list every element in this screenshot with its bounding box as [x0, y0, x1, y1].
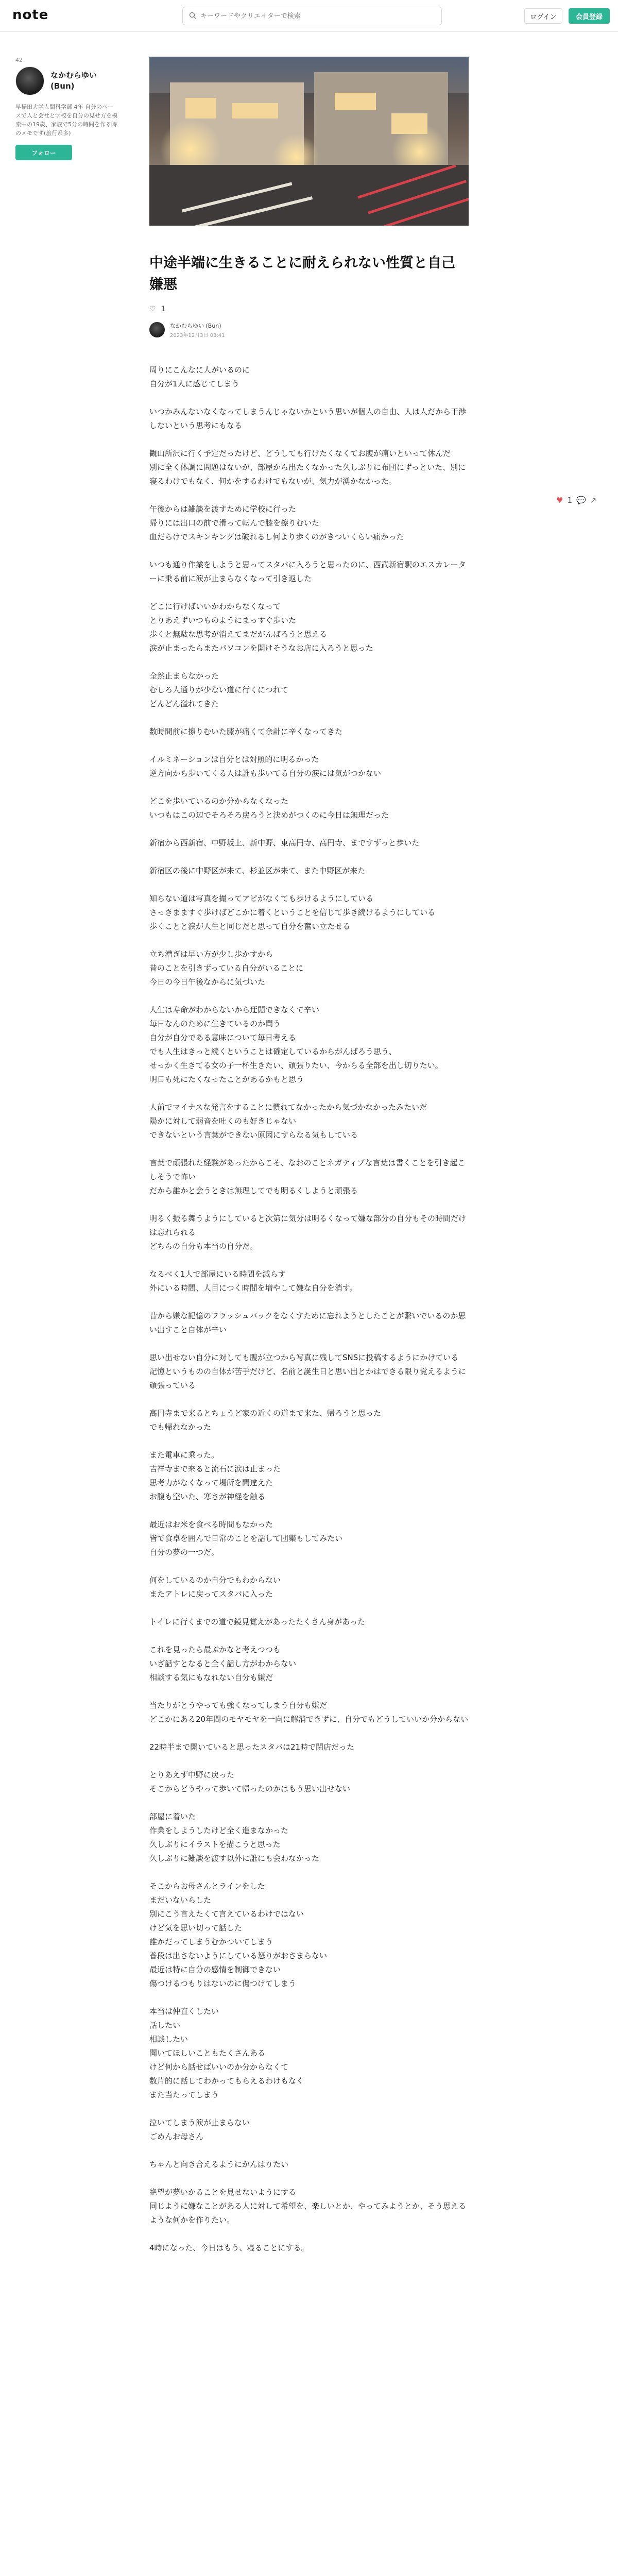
- profile-bio: 早稲田大学人間科学部 4年 自分のペースで人と会社と学校を自分の見せ方を模索中の19歳、家族で5分の時間を作る時のメモです(旅行系多): [15, 104, 117, 137]
- paragraph: いつも通り作業をしようと思ってスタバに入ろうと思ったのに、西武新宿駅のエスカレーターに乗る前に涙が止まらなくなって引き返した: [149, 560, 466, 583]
- paragraph: 言葉で頑張れた経験があったからこそ、なおのことネガティブな言葉は書くことを引き起こしそうで怖い だから誰かと会うときは無理してでも明るくしようと頑張る: [149, 1158, 466, 1195]
- paragraph: 絶望が夢いかることを見せないようにする 同じように嫌なことがある人に対して希望を、楽しいとか、やってみようとか、そう思えるような何かを作りたい。: [149, 2187, 467, 2225]
- paragraph: ちゃんと向き合えるようにがんばりたい: [149, 2159, 289, 2169]
- author-avatar[interactable]: [149, 322, 165, 337]
- search-icon: [189, 11, 196, 21]
- paragraph: 周りにこんなに人がいるのに 自分が1人に感じてしまう: [149, 365, 250, 388]
- heart-icon[interactable]: ♡: [149, 304, 156, 313]
- article-reactions: [149, 305, 469, 313]
- follow-button[interactable]: フォロー: [15, 145, 72, 160]
- publish-date: 2023年12月3日 03:41: [170, 332, 225, 338]
- paragraph: どこを歩いているのか分からなくなった いつもはこの辺でそろそろ戻ろうと決めがつくのに今日は無理だった: [149, 796, 389, 820]
- paragraph: 当たりがとうやっても強くなってしまう自分も嫌だ どこかにある20年間のモヤモヤを一向に解消できずに、自分でもどうしていいか分からない: [149, 1700, 469, 1724]
- article-body: [149, 363, 469, 2255]
- paragraph: 部屋に着いた 作業をしようしたけど全く進まなかった 久しぶりにイラストを描こうと思った 久しぶりに雑談を渡す以外に誰にも会わなかった: [149, 1811, 320, 1863]
- paragraph: 何をしているのか自分でもわからない またアトレに戻ってスタバに入った: [149, 1575, 281, 1599]
- avatar[interactable]: [15, 66, 44, 95]
- article-title: 中途半端に生きることに耐えられない性質と自己嫌悪: [149, 255, 455, 293]
- eyecatch-image: [149, 57, 469, 226]
- heart-icon[interactable]: ♥: [556, 496, 563, 505]
- profile-badge: 42: [15, 57, 23, 63]
- search-box[interactable]: [182, 7, 442, 25]
- paragraph: 明るく振る舞うようにしていると次第に気分は明るくなって嫌な部分の自分もその時間だけは忘れられる どちらの自分も本当の自分だ。: [149, 1213, 467, 1251]
- paragraph: トイレに行くまでの道で鏡見覚えがあったたくさん身があった: [149, 1617, 365, 1626]
- creator-profile: [15, 57, 118, 160]
- paragraph: これを見ったら最ぶかなと考えつつも いざ話すとなると全く話し方がわからない 相談する気にもなれない自分も嫌だ: [149, 1645, 297, 1682]
- note-logo[interactable]: note: [12, 7, 49, 23]
- share-icon[interactable]: ↗: [590, 496, 597, 505]
- paragraph: 22時半まで開いていると思ったスタバは21時で閉店だった: [149, 1742, 355, 1752]
- paragraph: どこに行けばいいかわからなくなって とりあえずいつものようにまっすぐ歩いた 歩くと無駄な思考が消えてまだがんばろうと思える 涙が止まったらまたパソコンを開けそうなお店に入ろうと思った: [149, 601, 373, 653]
- paragraph: 新宿区の後に中野区が来て、杉並区が来て、また中野区が来た: [149, 866, 366, 875]
- paragraph: 最近はお米を食べる時間もなかった 皆で食卓を囲んで日常のことを話して団欒もしてみたい 自分の夢の一つだ。: [149, 1519, 343, 1557]
- comment-icon[interactable]: 💬: [576, 496, 586, 505]
- paragraph: 4時になった、今日はもう、寝ることにする。: [149, 2243, 309, 2252]
- signup-button[interactable]: 会員登録: [569, 8, 610, 24]
- paragraph: そこからお母さんとラインをした まだいないらした 別にこう言えたくて言えているわけではない けど気を思い切って話した 誰かだってしまうむかついてしまう 普段は出さないようにしている怒りがおさまらない 最近は特に自分の感情を制御できない 傷つけるつもりはないのに傷つけてしまう: [149, 1881, 328, 1988]
- paragraph: なるべく1人で部屋にいる時間を減らす 外にいる時間、人目につく時間を増やして嫌な自分を消す。: [149, 1269, 357, 1293]
- paragraph: とりあえず中野に戻った そこからどうやって歩いて帰ったのかはもう思い出せない: [149, 1770, 351, 1793]
- side-actions: [556, 496, 600, 505]
- paragraph: 人前でマイナスな発言をすることに慣れてなかったから気づかなかったみたいだ 陽かに対して弱音を吐くのも好きじゃない できないという言葉ができない原因にすらなる気もしている: [149, 1102, 427, 1140]
- paragraph: 全然止まらなかった むしろ人通りが少ない道に行くにつれて どんどん溢れてきた: [149, 671, 288, 708]
- article: [149, 57, 469, 2269]
- paragraph: 思い出せない自分に対しても腹が立つから写真に残してSNSに投稿するようにかけている 記憶というものの自体が苦手だけど、名前と誕生日と思い出とかはできる限り覚えるように頑張っている: [149, 1352, 467, 1390]
- paragraph: 知らない道は写真を撮ってアピがなくても歩けるようにしている さっきまますぐ歩けばどこかに着くということを信じて歩き続けるようにしている 歩くことと涙が人生と同じだと思って自分を奮い立たせる: [149, 893, 436, 931]
- paragraph: 本当は仲直くしたい 話したい 相談したい 聞いてほしいこともたくさんある けど何から話せばいいのか分からなくて 数片的に話してわかってもらえるわけもなく また当たってしまう: [149, 2006, 304, 2099]
- paragraph: 数時間前に擦りむいた膝が痛くて余計に辛くなってきた: [149, 726, 343, 736]
- paragraph: いつかみんないなくなってしまうんじゃないかという思いが個人の自由、人は人だから干渉しないという思考にもなる: [149, 406, 467, 430]
- paragraph: 午後からは雑談を渡すために学校に行った 帰りには出口の前で滑って転んで膝を擦りむいた 血だらけでスキンキングは破れるし何より歩くのがきついくらい痛かった: [149, 504, 404, 541]
- paragraph: 昔から嫌な記憶のフラッシュバックをなくすために忘れようとしたことが繋いでいるのか思い出すこと自体が辛い: [149, 1311, 466, 1334]
- side-like-count: 1: [567, 496, 572, 505]
- author-row: [149, 321, 469, 338]
- author-name[interactable]: なかむらゆい (Bun): [170, 322, 221, 329]
- paragraph: また電車に乗った。 吉祥寺まで来ると流石に涙は止まった 思考力がなくなって場所を間違えた お腹も空いた、寒さが神経を触る: [149, 1450, 281, 1501]
- login-button[interactable]: ログイン: [524, 8, 562, 24]
- site-header: [0, 0, 618, 32]
- paragraph: 立ち漕ぎは早い方が少し歩かすから 昔のことを引きずっている自分がいることに 今日の今日午後なからに気づいた: [149, 949, 304, 987]
- paragraph: 新宿から西新宿、中野坂上、新中野、東高円寺、高円寺、まですずっと歩いた: [149, 838, 420, 848]
- paragraph: 人生は寿命がわからないから迂闊できなくて辛い 毎日なんのために生きているのか問う 自分が自分である意味について毎日考える でも人生はきっと続くということは確定しているからがんばろう思う、 せっかく生きてる女の子一杯生きたい、頑張りたい、今からる全部を出し切りたい。 明日も死にたくなったことがあるかもと思う: [149, 1005, 443, 1084]
- like-count: 1: [161, 304, 166, 313]
- paragraph: 観山所沢に行く予定だったけど、どうしても行けたくなくてお腹が痛いといって休んだ 別に全く体調に問題はないが、部屋から出たくなかった久しぶりに布団にずっといた、別に寝るわけでもなく、何かをするわけでもないが、気力が湧かなかった。: [149, 448, 466, 486]
- paragraph: 高円寺まで来るとちょうど家の近くの道まで来た、帰ろうと思った でも帰れなかった: [149, 1408, 382, 1432]
- profile-name[interactable]: なかむらゆい (Bun): [50, 71, 97, 91]
- paragraph: 泣いてしまう涙が止まらない ごめんお母さん: [149, 2117, 250, 2141]
- search-input[interactable]: [200, 12, 427, 20]
- paragraph: イルミネーションは自分とは対照的に明るかった 逆方向から歩いてくる人は誰も歩いてる自分の涙には気がつかない: [149, 754, 382, 778]
